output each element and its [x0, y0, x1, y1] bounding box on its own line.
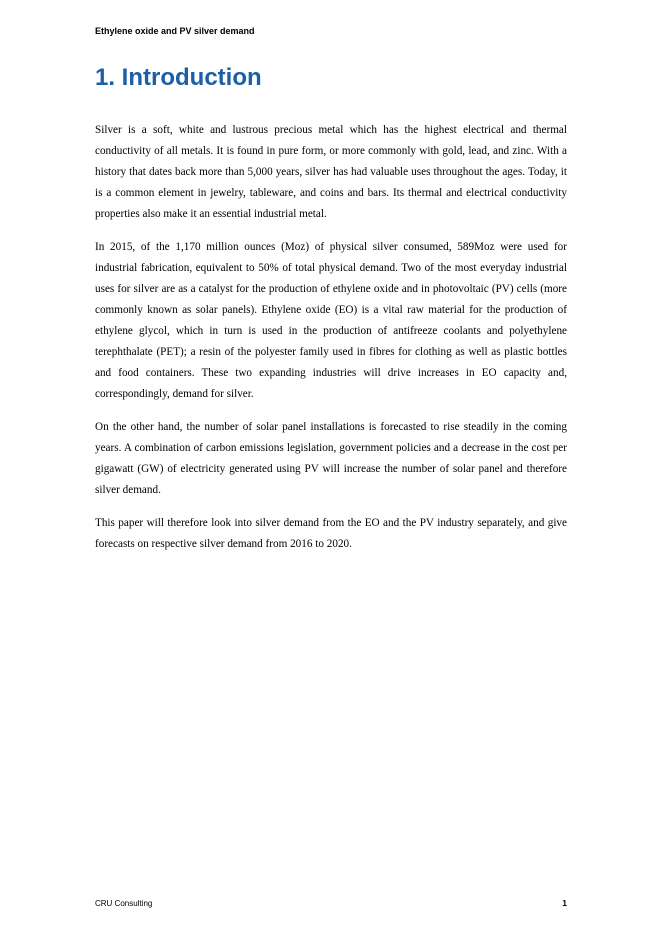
paragraph-4: This paper will therefore look into silver demand from the EO and the PV industry separately, and give forecasts on respective silver demand from 2016 to 2020. — [95, 517, 567, 550]
paragraph-2: In 2015, of the 1,170 million ounces (Moz) of physical silver consumed, 589Moz were used for industrial fabrication, equivalent to 50% of total physical demand. Two of the most everyday industrial uses for silver are as a catalyst for the production of ethylene oxide and in photovoltaic (PV) cells (more commonly known as solar panels). Ethylene oxide (EO) is a vital raw material for the production of ethylene glycol, which in turn is used in the production of antifreeze coolants and polyethylene terephthalate (PET); a resin of the polyester family used in fibres for clothing as well as plastic bottles and food containers. These two expanding industries will drive increases in EO capacity and, correspondingly, demand for silver. — [95, 241, 567, 400]
footer-company: CRU Consulting — [95, 899, 153, 908]
running-header-title: Ethylene oxide and PV silver demand — [95, 26, 255, 36]
section-heading: 1. Introduction — [95, 64, 262, 91]
footer-page-number: 1 — [562, 898, 567, 908]
paragraph-1: Silver is a soft, white and lustrous precious metal which has the highest electrical and thermal conductivity of all metals. It is found in pure form, or more commonly with gold, lead, and zinc. With a history that dates back more than 5,000 years, silver has had valuable uses throughout the ages. Today, it is a common element in jewelry, tableware, and coins and bars. Its thermal and electrical conductivity properties also make it an essential industrial metal. — [95, 124, 567, 220]
body-text — [95, 120, 567, 567]
paragraph-3: On the other hand, the number of solar panel installations is forecasted to rise steadily in the coming years. A combination of carbon emissions legislation, government policies and a decrease in the cost per gigawatt (GW) of electricity generated using PV will increase the number of solar panel and therefore silver demand. — [95, 421, 567, 496]
